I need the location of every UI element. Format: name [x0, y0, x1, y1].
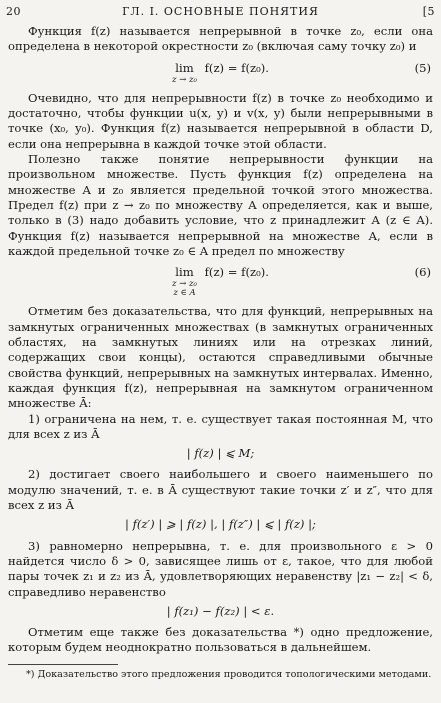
paragraph-continuity-definition: Функция f(z) называется непрерывной в точке z₀, если она определена в некоторой окрестности z₀ (включая саму точку z₀) и	[8, 24, 433, 54]
limit-operator	[172, 265, 197, 298]
chapter-title: ГЛ. I. ОСНОВНЫЕ ПОНЯТИЯ	[122, 5, 319, 18]
footnote-divider	[8, 664, 118, 665]
paragraph-proposition: Отметим еще также без доказательства *) одно предложение, которым будем неоднократно пользоваться в дальнейшем.	[8, 625, 433, 655]
property-extrema: 2) достигает своего наибольшего и своего наименьшего по модулю значений, т. е. в Ā существуют такие точки z′ и z″, что для всех z из Ā	[8, 467, 433, 513]
formula-6	[8, 265, 433, 298]
inequality-extrema: | f(z′) | ⩾ | f(z) |, | f(z″) | ⩽ | f(z) |;	[125, 517, 316, 532]
paragraph-uv-continuity: Очевидно, что для непрерывности f(z) в точке z₀ необходимо и достаточно, чтобы функции u(x, y) и v(x, y) были непрерывными в точке (x₀, y₀). Функция f(z) называется непрерывной в области D, если она непрерывна в каждой точке этой области.	[8, 90, 433, 151]
paragraph-set-continuity: Полезно также понятие непрерывности функции на произвольном множестве. Пусть функция f(z) определена на множестве A и z₀ является предельной точкой этого множества. Предел f(z) при z → z₀ по множеству A определяется, как и выше, только в (3) надо добавить условие, что z принадлежит A (z ∈ A). Функция f(z) называется непрерывной на множестве A, если в каждой предельной точке z₀ ∈ A предел по множеству	[8, 152, 433, 258]
limit-operator	[172, 61, 197, 85]
formula-number: (6)	[414, 265, 431, 280]
lim-text: lim	[175, 265, 194, 280]
footnote: *) Доказательство этого предложения проводится топологическими методами.	[26, 668, 432, 680]
section-mark: [5	[422, 5, 435, 18]
formula-expression: f(z) = f(z₀).	[204, 60, 269, 75]
page-number: 20	[6, 5, 21, 18]
lim-subscript: z → z₀	[172, 279, 197, 290]
lim-subscript: z → z₀	[172, 74, 197, 85]
lim-subscript-set: z ∈ A	[173, 288, 196, 299]
inequality-bounded: | f(z) | ⩽ M;	[186, 446, 255, 461]
paragraph-closed-sets: Отметим без доказательства, что для функций, непрерывных на замкнутых ограниченных множествах (в замкнутых ограниченных областях, на замкнутых линиях или на отрезках линий, содержащих свои концы), остаются справедливыми обычные свойства функций, непрерывных на замкнутых интервалах. Именно, каждая функция f(z), непрерывная на замкнутом ограниченном множестве Ā:	[8, 304, 433, 411]
lim-text: lim	[175, 60, 194, 75]
formula-expression: f(z) = f(z₀).	[204, 265, 269, 280]
inequality-uniform: | f(z₁) − f(z₂) | < ε.	[166, 603, 275, 618]
page-body	[8, 24, 433, 681]
formula-5	[8, 61, 433, 85]
formula-number: (5)	[414, 60, 431, 75]
running-header	[0, 2, 441, 18]
property-uniform-continuity: 3) равномерно непрерывна, т. е. для произвольного ε > 0 найдется число δ > 0, зависящее лишь от ε, такое, что для любой пары точек z₁ и z₂ из Ā, удовлетворяющих неравенству |z₁ − z₂| < δ, справедливо неравенство	[8, 538, 433, 599]
property-bounded: 1) ограничена на нем, т. е. существует такая постоянная M, что для всех z из Ā	[8, 411, 433, 441]
